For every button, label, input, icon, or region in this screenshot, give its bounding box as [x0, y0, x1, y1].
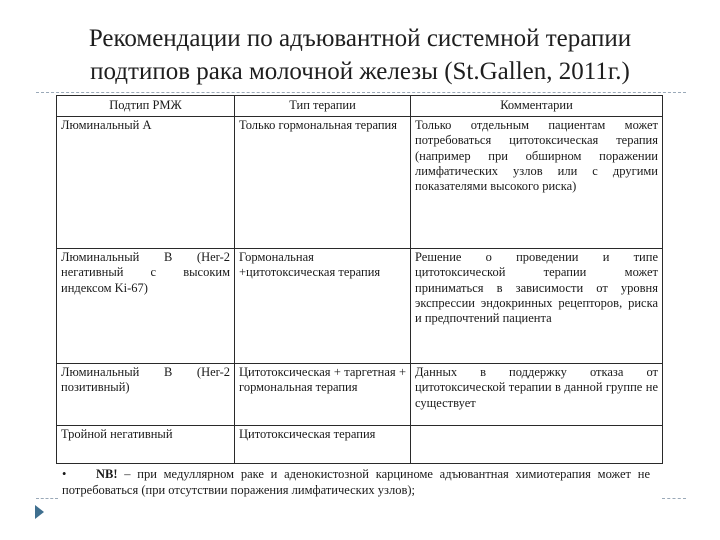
triangle-right-icon[interactable]: [35, 505, 44, 519]
cell-therapy: Цитотоксическая терапия: [235, 426, 411, 464]
nb-text: – при медуллярном раке и аденокистозной карциноме адъювантная химиотерапия может не потребоваться (при отсутствии поражения лимфатических узлов);: [62, 467, 650, 497]
cell-comment: Только отдельным пациентам может потребоваться цитотоксическая терапия (например при обширном поражении лимфатических узлов или с другими показателями высокого риска): [411, 117, 663, 249]
nb-label: NB!: [96, 467, 118, 481]
slide-title-line-2: подтипов рака молочной железы (St.Gallen, 2011г.): [90, 58, 630, 85]
cell-comment: Решение о проведении и типе цитотоксической терапии может приниматься в зависимости от уровня экспрессии эндокринных рецепторов, риска и предпочтений пациента: [411, 249, 663, 364]
table-row: [57, 364, 663, 426]
slide-title: [40, 22, 680, 88]
footer-divider-right: [662, 498, 686, 499]
table-row: [57, 426, 663, 464]
cell-therapy: Гормональная +цитотоксическая терапия: [235, 249, 411, 364]
header-subtype: Подтип РМЖ: [57, 96, 235, 117]
table-row: [57, 249, 663, 364]
cell-subtype: Люминальный В (Her-2 позитивный): [57, 364, 235, 426]
recommendations-table: [56, 95, 663, 464]
cell-comment: Данных в поддержку отказа от цитотоксической терапии в данной группе не существует: [411, 364, 663, 426]
nb-note: [62, 466, 650, 498]
footer-divider-left: [36, 498, 58, 499]
title-divider: [36, 92, 686, 93]
header-comment: Комментарии: [411, 96, 663, 117]
cell-subtype: Люминальный В (Her-2 негативный с высоким индексом Ki-67): [57, 249, 235, 364]
table-row: [57, 117, 663, 249]
cell-subtype: Люминальный А: [57, 117, 235, 249]
bullet-icon: •: [62, 467, 67, 481]
cell-therapy: Только гормональная терапия: [235, 117, 411, 249]
cell-comment: [411, 426, 663, 464]
header-therapy: Тип терапии: [235, 96, 411, 117]
slide-title-line-1: Рекомендации по адъювантной системной терапии: [88, 25, 632, 52]
cell-subtype: Тройной негативный: [57, 426, 235, 464]
table-header-row: [57, 96, 663, 117]
cell-therapy: Цитотоксическая + таргетная + гормональная терапия: [235, 364, 411, 426]
